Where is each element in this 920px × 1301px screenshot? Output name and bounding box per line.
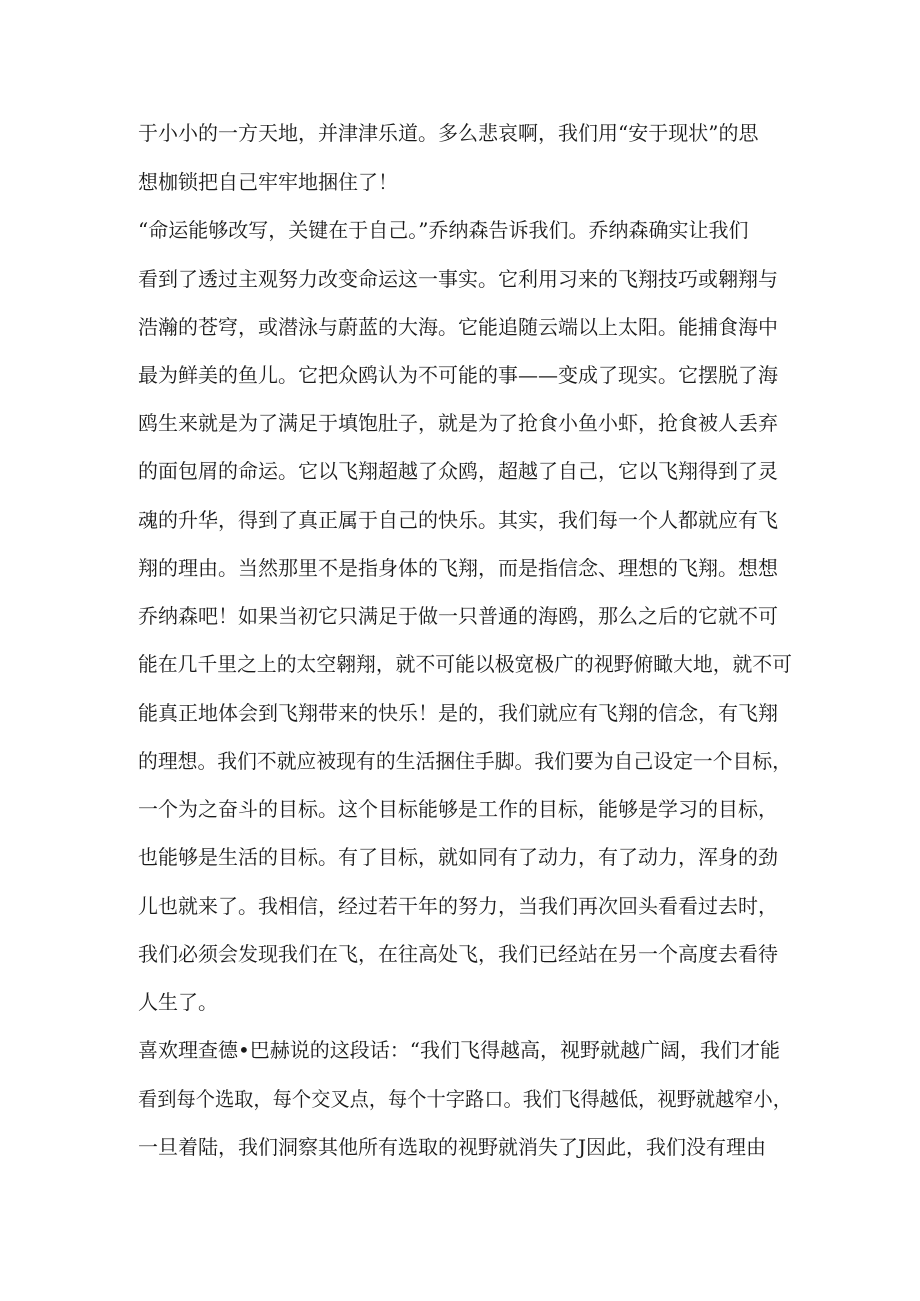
text-line: 儿也就来了。我相信，经过若干年的努力，当我们再次回头看看过去时，	[138, 894, 778, 918]
text-line: 也能够是生活的目标。有了目标，就如同有了动力，有了动力，浑身的劲	[138, 845, 778, 869]
text-line: 一旦着陆，我们洞察其他所有选取的视野就消失了J因此，我们没有理由	[138, 1135, 767, 1159]
text-line: 乔纳森吧！如果当初它只满足于做一只普通的海鸥，那么之后的它就不可	[138, 604, 778, 628]
text-line: 我们必须会发现我们在飞，在往高处飞，我们已经站在另一个高度去看待	[138, 942, 778, 966]
text-line: 一个为之奋斗的目标。这个目标能够是工作的目标，能够是学习的目标，	[138, 797, 778, 821]
text-line: “命运能够改写，关键在于自己。”乔纳森告诉我们。乔纳森确实让我们	[138, 218, 749, 242]
text-line: 魂的升华，得到了真正属于自己的快乐。其实，我们每一个人都就应有飞	[138, 508, 778, 532]
text-line: 于小小的一方天地，并津津乐道。多么悲哀啊，我们用“安于现状”的思	[138, 121, 759, 145]
text-line: 人生了。	[138, 990, 218, 1014]
text-line: 浩瀚的苍穹，或潜泳与蔚蓝的大海。它能追随云端以上太阳。能捕食海中	[138, 315, 778, 339]
text-line: 想枷锁把自己牢牢地捆住了！	[138, 170, 398, 194]
text-line: 看到了透过主观努力改变命运这一事实。它利用习来的飞翔技巧或翱翔与	[138, 267, 778, 291]
text-line: 看到每个选取，每个交叉点，每个十字路口。我们飞得越低，视野就越窄小，	[138, 1087, 792, 1111]
text-line: 能在几千里之上的太空翱翔，就不可能以极宽极广的视野俯瞰大地，就不可	[138, 652, 792, 676]
text-line: 的理想。我们不就应被现有的生活捆住手脚。我们要为自己设定一个目标，	[138, 749, 792, 773]
text-line: 鸥生来就是为了满足于填饱肚子，就是为了抢食小鱼小虾，抢食被人丢弃	[138, 411, 778, 435]
text-line: 能真正地体会到飞翔带来的快乐！是的，我们就应有飞翔的信念，有飞翔	[138, 701, 778, 725]
text-line: 翔的理由。当然那里不是指身体的飞翔，而是指信念、理想的飞翔。想想	[138, 556, 778, 580]
text-line: 的面包屑的命运。它以飞翔超越了众鸥，超越了自己，它以飞翔得到了灵	[138, 459, 778, 483]
text-line: 最为鲜美的鱼儿。它把众鸥认为不可能的事——变成了现实。它摆脱了海	[138, 363, 778, 387]
text-line: 喜欢理查德•巴赫说的这段话：“我们飞得越高，视野就越广阔，我们才能	[138, 1038, 781, 1062]
